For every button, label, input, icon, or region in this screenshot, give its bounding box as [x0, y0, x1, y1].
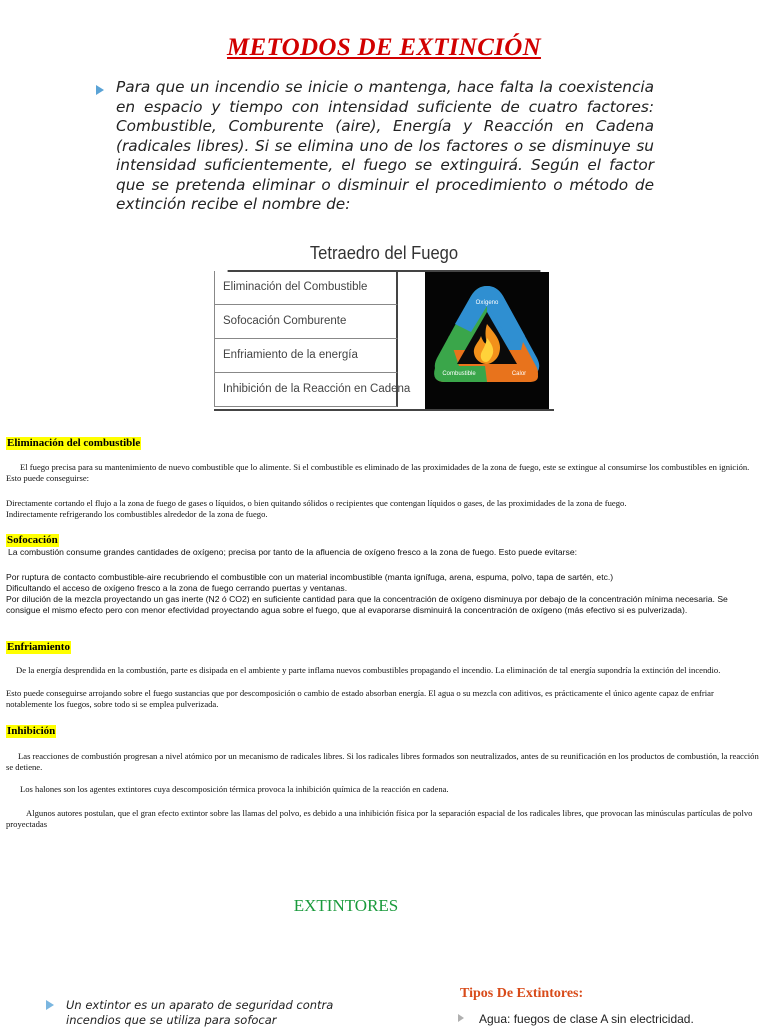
eliminacion-paragraph: El fuego precisa para su mantenimiento de nuevo combustible que lo alimente. Si el combustible es eliminado de las proximidades de la zona de fuego, este se extingue al consumirse los combustibles en ignición. Esto puede conseguirse:	[6, 462, 750, 483]
bullet-icon	[458, 1014, 464, 1022]
fire-triangle-icon	[425, 272, 549, 410]
section-heading-sofocacion: Sofocación	[7, 534, 58, 546]
tetraedro-figure	[214, 236, 554, 412]
fire-triangle-image	[425, 272, 549, 410]
sofocacion-paragraph: Por ruptura de contacto combustible-aire recubriendo el combustible con un material incombustible (manta ignífuga, arena, espuma, polvo, tapa de sartén, etc.)	[6, 572, 614, 582]
inhibicion-paragraph: Los halones son los agentes extintores cuya descomposición térmica provoca la inhibición química de la reacción en cadena.	[20, 784, 449, 794]
intro-paragraph: Para que un incendio se inicie o mantenga, hace falta la coexistencia en espacio y tiempo con intensidad suficiente de cuatro factores: Combustible, Comburente (aire), Energía y Reacción en Cadena (radicales libres). Si se elimina uno de los factores o se disminuye su intensidad suficientemente, el fuego se extinguirá. Según el factor que se pretenda eliminar o disminuir el procedimiento o método de extinción recibe el nombre de:	[116, 78, 654, 213]
divider	[214, 409, 554, 411]
tetraedro-row: Sofocación Comburente	[214, 305, 398, 339]
bullet-icon	[46, 1000, 54, 1010]
section-heading-eliminacion: Eliminación del combustible	[7, 437, 141, 449]
eliminacion-paragraph: Directamente cortando el flujo a la zona de fuego de gases o líquidos, o bien quitando sólidos o recipientes que contengan líquidos o gases, de las proximidades de la zona de fuego.	[6, 498, 627, 508]
calor-label: Calor	[511, 371, 527, 377]
tetraedro-row: Inhibición de la Reacción en Cadena	[214, 373, 398, 407]
eliminacion-paragraph: Indirectamente refrigerando los combustibles alrededor de la zona de fuego.	[6, 509, 268, 519]
section-heading-inhibicion: Inhibición	[7, 725, 56, 737]
enfriamiento-paragraph: De la energía desprendida en la combustión, parte es disipada en el ambiente y parte inflama nuevos combustibles propagando el incendio. La eliminación de tal energía supondría la extinción del incendio.	[16, 665, 721, 675]
combustible-label: Combustible	[442, 371, 476, 377]
inhibicion-paragraph: Las reacciones de combustión progresan a nivel atómico por un mecanismo de radicales libres. Si los radicales libres formados son neutralizados, antes de su reunificación en los productos de combustión, la reacción se detiene.	[6, 751, 759, 772]
sofocacion-paragraph: La combustión consume grandes cantidades de oxígeno; precisa por tanto de la afluencia de oxígeno fresco a la zona de fuego. Esto puede evitarse:	[8, 547, 577, 557]
section-heading-enfriamiento: Enfriamiento	[7, 641, 70, 653]
sofocacion-paragraph: Por dilución de la mezcla proyectando un gas inerte (N2 ó CO2) en suficiente cantidad para que la concentración de oxígeno disminuya por debajo de la concentración mínima necesaria. Se consigue el mismo efecto pero con menor efectividad proyectando agua sobre el fuego, que al evaporarse disminuirá la concentración de oxígeno (más efectivo si es pulverizada).	[6, 594, 728, 615]
bullet-icon	[96, 85, 104, 95]
tipo-list-item: Agua: fuegos de clase A sin electricidad.	[479, 1012, 694, 1026]
tetraedro-list	[214, 271, 411, 407]
extintores-heading: EXTINTORES	[293, 896, 399, 915]
oxigeno-label: Oxígeno	[475, 300, 499, 306]
page-title: METODOS DE EXTINCIÓN	[227, 34, 541, 61]
tipos-heading: Tipos De Extintores:	[460, 986, 584, 1001]
inhibicion-paragraph: Algunos autores postulan, que el gran efecto extintor sobre las llamas del polvo, es debido a una inhibición física por la separación espacial de los radicales libres, que provocan las minúsculas partículas de polvo proyectadas	[6, 808, 753, 829]
enfriamiento-paragraph: Esto puede conseguirse arrojando sobre el fuego sustancias que por descomposición o cambio de estado absorban energía. El agua o su mezcla con aditivos, es prácticamente el único agente capaz de enfriar notablemente los fuegos, sobre todo si se emplea pulverizada.	[6, 688, 714, 709]
tetraedro-title: Tetraedro del Fuego	[228, 236, 541, 272]
extintor-definition: Un extintor es un aparato de seguridad contra incendios que se utiliza para sofocar	[66, 998, 334, 1027]
sofocacion-paragraph: Dificultando el acceso de oxígeno fresco a la zona de fuego cerrando puertas y ventanas.	[6, 583, 348, 593]
tetraedro-row: Eliminación del Combustible	[214, 271, 398, 305]
tetraedro-row: Enfriamiento de la energía	[214, 339, 398, 373]
